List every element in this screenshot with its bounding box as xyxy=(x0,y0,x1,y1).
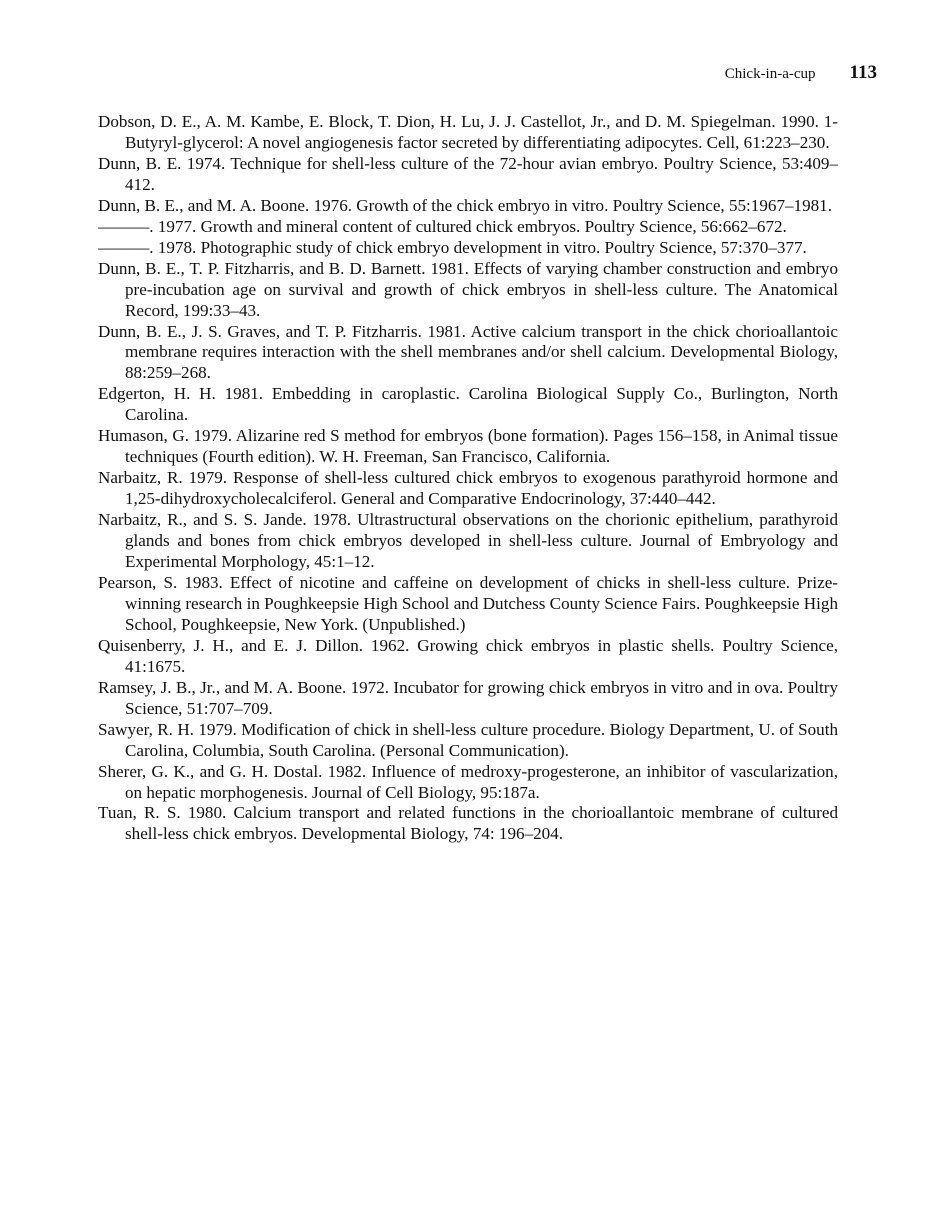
reference-entry: Dunn, B. E. 1974. Technique for shell-less culture of the 72-hour avian embryo. Poultry Science, 53:409–412. xyxy=(98,153,838,194)
reference-entry: Quisenberry, J. H., and E. J. Dillon. 1962. Growing chick embryos in plastic shells. Poultry Science, 41:1675. xyxy=(98,635,838,676)
reference-entry: Dunn, B. E., T. P. Fitzharris, and B. D. Barnett. 1981. Effects of varying chamber construction and embryo pre-incubation age on survival and growth of chick embryos in shell-less culture. The Anatomical Record, 199:33–43. xyxy=(98,258,838,320)
running-title: Chick-in-a-cup xyxy=(724,66,816,82)
page-number: 113 xyxy=(849,62,877,83)
reference-entry: ———. 1977. Growth and mineral content of cultured chick embryos. Poultry Science, 56:662–672. xyxy=(98,216,787,236)
reference-entry: Edgerton, H. H. 1981. Embedding in caroplastic. Carolina Biological Supply Co., Burlington, North Carolina. xyxy=(98,384,838,425)
reference-entry: Pearson, S. 1983. Effect of nicotine and caffeine on development of chicks in shell-less culture. Prize-winning research in Poughkeepsie High School and Dutchess County Science Fairs. Poughkeepsie High School, Poughkeepsie, New York. (Unpublished.) xyxy=(98,572,838,634)
reference-list xyxy=(98,112,838,845)
running-header xyxy=(725,62,877,84)
reference-entry: Narbaitz, R. 1979. Response of shell-less cultured chick embryos to exogenous parathyroid hormone and 1,25-dihydroxycholecalciferol. General and Comparative Endocrinology, 37:440–442. xyxy=(98,468,838,509)
reference-entry: Tuan, R. S. 1980. Calcium transport and related functions in the chorioallantoic membrane of cultured shell-less chick embryos. Developmental Biology, 74: 196–204. xyxy=(98,803,838,844)
reference-entry: Dobson, D. E., A. M. Kambe, E. Block, T. Dion, H. Lu, J. J. Castellot, Jr., and D. M. Spiegelman. 1990. 1-Butyryl-glycerol: A novel angiogenesis factor secreted by differentiating adipocytes. Cell, 61:223–230. xyxy=(98,112,838,152)
reference-entry: Dunn, B. E., and M. A. Boone. 1976. Growth of the chick embryo in vitro. Poultry Science, 55:1967–1981. xyxy=(98,195,832,215)
reference-entry: Humason, G. 1979. Alizarine red S method for embryos (bone formation). Pages 156–158, in Animal tissue techniques (Fourth edition). W. H. Freeman, San Francisco, California. xyxy=(98,426,838,467)
reference-entry: Sawyer, R. H. 1979. Modification of chick in shell-less culture procedure. Biology Department, U. of South Carolina, Columbia, South Carolina. (Personal Communication). xyxy=(98,719,838,760)
reference-entry: Ramsey, J. B., Jr., and M. A. Boone. 1972. Incubator for growing chick embryos in vitro and in ova. Poultry Science, 51:707–709. xyxy=(98,677,838,718)
reference-entry: Narbaitz, R., and S. S. Jande. 1978. Ultrastructural observations on the chorionic epithelium, parathyroid glands and bones from chick embryos developed in shell-less culture. Journal of Embryology and Experimental Morphology, 45:1–12. xyxy=(98,510,838,572)
reference-entry: ———. 1978. Photographic study of chick embryo development in vitro. Poultry Science, 57:370–377. xyxy=(98,237,807,257)
reference-entry: Dunn, B. E., J. S. Graves, and T. P. Fitzharris. 1981. Active calcium transport in the chick chorioallantoic membrane requires interaction with the shell membranes and/or shell calcium. Developmental Biology, 88:259–268. xyxy=(98,321,838,383)
reference-entry: Sherer, G. K., and G. H. Dostal. 1982. Influence of medroxy-progesterone, an inhibitor of vascularization, on hepatic morphogenesis. Journal of Cell Biology, 95:187a. xyxy=(98,761,838,802)
